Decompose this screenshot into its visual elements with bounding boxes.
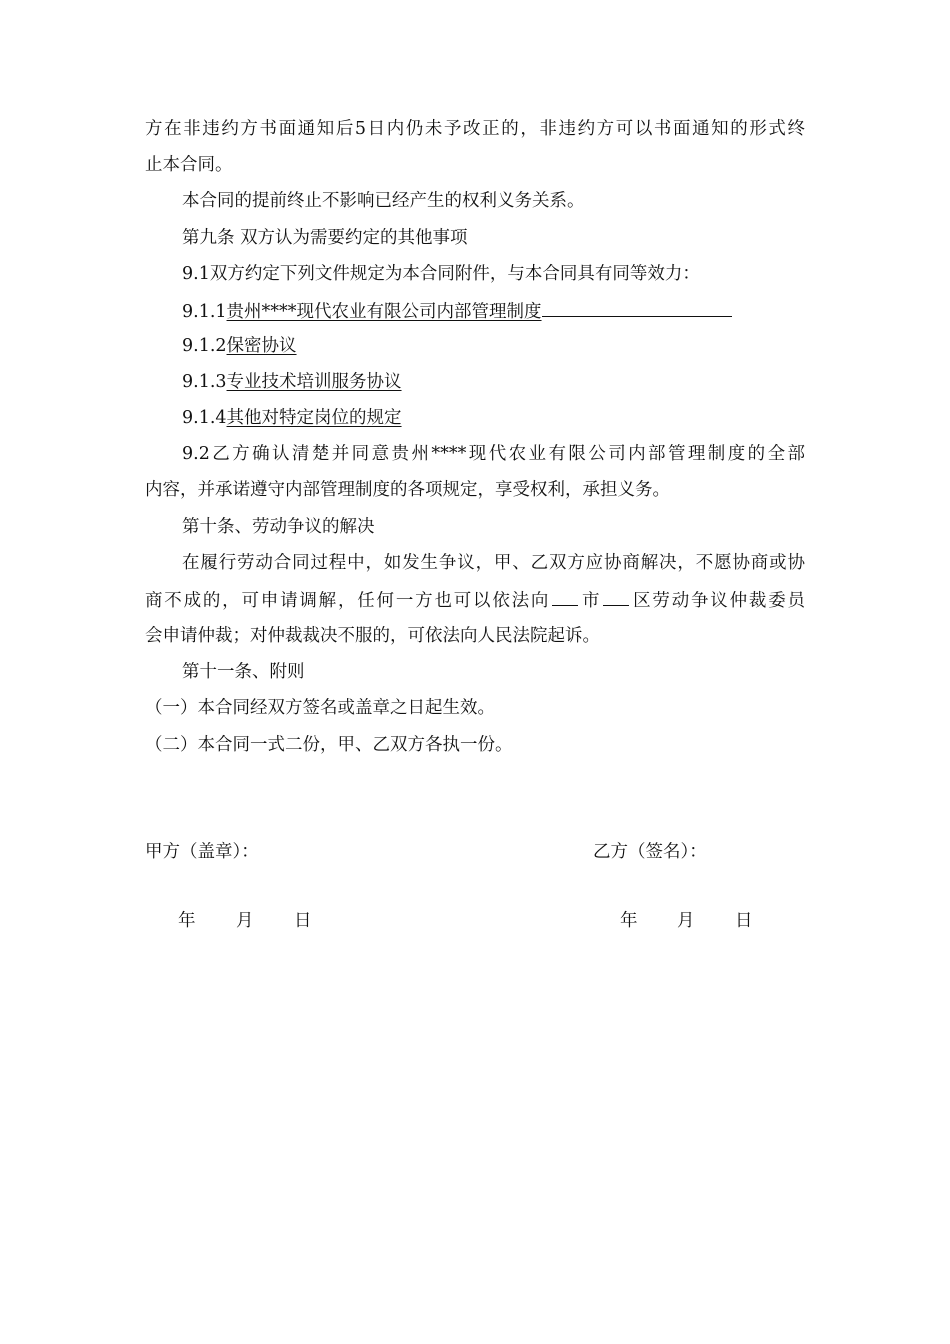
attachment-title: 专业技术培训服务协议 bbox=[226, 372, 402, 392]
city-blank bbox=[552, 588, 578, 606]
clause-9-1-4 bbox=[182, 407, 402, 429]
party-b-day: 日 bbox=[735, 911, 753, 931]
text-segment: 商不成的，可申请调解，任何一方也可以依法向 bbox=[145, 591, 551, 610]
article-10-title: 第十条、劳动争议的解决 bbox=[182, 517, 375, 537]
clause-number: 9.1.4 bbox=[182, 408, 227, 428]
party-a-day: 日 bbox=[294, 911, 312, 931]
party-b-month: 月 bbox=[677, 911, 695, 931]
clause-number: 9.1.2 bbox=[182, 336, 227, 356]
article-10-line: 会申请仲裁；对仲裁裁决不服的，可依法向人民法院起诉。 bbox=[145, 626, 600, 646]
clause-9-2-line: 9.2乙方确认清楚并同意贵州****现代农业有限公司内部管理制度的全部 bbox=[182, 444, 805, 464]
underline-blank bbox=[542, 299, 732, 317]
party-a-year: 年 bbox=[178, 911, 196, 931]
attachment-title: 保密协议 bbox=[226, 336, 297, 356]
text-segment: 市 bbox=[580, 591, 602, 610]
party-a-month: 月 bbox=[236, 911, 254, 931]
paragraph-line: 止本合同。 bbox=[145, 155, 233, 175]
clause-number: 9.1.1 bbox=[182, 302, 227, 322]
clause-9-1-2 bbox=[182, 335, 297, 357]
paragraph-line: 方在非违约方书面通知后5日内仍未予改正的，非违约方可以书面通知的形式终 bbox=[145, 119, 805, 139]
party-b-year: 年 bbox=[620, 911, 638, 931]
article-11-item: （一）本合同经双方签名或盖章之日起生效。 bbox=[145, 698, 495, 718]
article-11-title: 第十一条、附则 bbox=[182, 662, 305, 682]
clause-number: 9.1.3 bbox=[182, 372, 227, 392]
attachment-title: 其他对特定岗位的规定 bbox=[226, 408, 402, 428]
district-blank bbox=[603, 588, 629, 606]
text-segment: 区劳动争议仲裁委员 bbox=[631, 591, 805, 610]
party-b-signature-label: 乙方（签名）： bbox=[593, 842, 707, 862]
article-11-item: （二）本合同一式二份，甲、乙双方各执一份。 bbox=[145, 735, 513, 755]
clause-9-1-3 bbox=[182, 371, 402, 393]
attachment-title: 贵州****现代农业有限公司内部管理制度 bbox=[226, 302, 542, 322]
article-9-title: 第九条 双方认为需要约定的其他事项 bbox=[182, 228, 468, 248]
clause-9-2-line: 内容，并承诺遵守内部管理制度的各项规定，享受权利，承担义务。 bbox=[145, 480, 670, 500]
article-10-line bbox=[145, 588, 805, 610]
article-10-line: 在履行劳动合同过程中，如发生争议，甲、乙双方应协商解决，不愿协商或协 bbox=[182, 553, 805, 573]
paragraph: 本合同的提前终止不影响已经产生的权利义务关系。 bbox=[182, 191, 585, 211]
party-a-signature-label: 甲方（盖章）： bbox=[145, 842, 259, 862]
clause-9-1: 9.1双方约定下列文件规定为本合同附件，与本合同具有同等效力： bbox=[182, 264, 700, 284]
clause-9-1-1 bbox=[182, 299, 732, 321]
